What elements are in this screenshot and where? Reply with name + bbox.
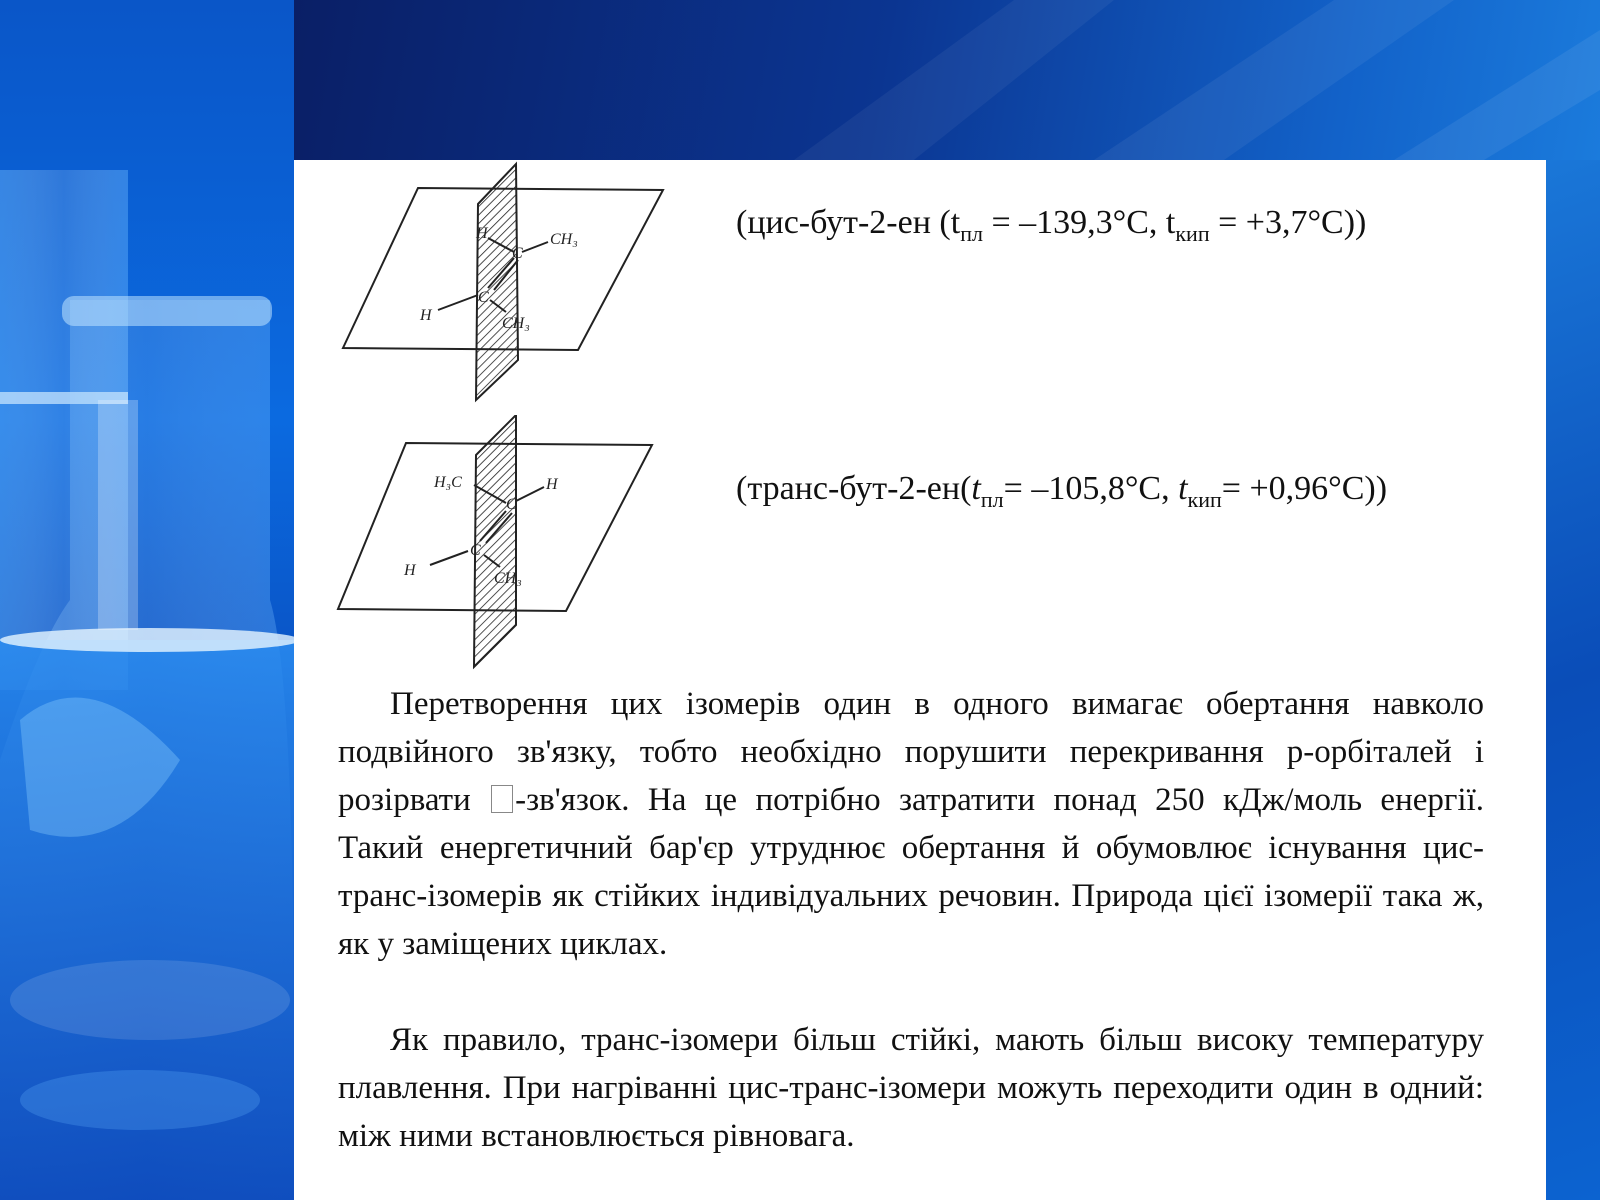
paragraph-trans-stability: Як правило, транс-ізомери більш стійкі, мають більш високу температуру плавлення. При нагріванні цис-транс-ізомери можуть переходити один в одний: між ними встановлюється рівновага. [338, 1022, 1484, 1154]
atom-label: H [546, 476, 558, 493]
paragraph-text: Перетворення цих ізомерів один в одного вимагає обертання навколо подвійного зв'язку, тобто необхідно порушити перекривання p-орбіталей і розірвати [338, 686, 1484, 818]
caption-text: = –105,8°C, [1003, 470, 1179, 507]
trans-butene-caption [736, 470, 1387, 513]
header-band [294, 0, 1600, 160]
caption-text: = –139,3°C, t [982, 204, 1176, 241]
atom-label: C [506, 496, 517, 513]
cis-butene-diagram [338, 160, 668, 405]
caption-variable: t [971, 470, 981, 507]
paragraph-isomer-conversion [338, 680, 1484, 968]
atom-label: CH₃ [550, 231, 578, 248]
atom-label: H₃C [434, 474, 462, 491]
caption-variable: t [1178, 470, 1188, 507]
atom-label: C [512, 245, 523, 262]
flask-background-photo [0, 0, 294, 1200]
atom-label: C [470, 542, 481, 559]
atom-label: CH₃ [502, 315, 530, 332]
cis-butene-caption [736, 204, 1366, 247]
subscript-melting: пл [960, 220, 983, 246]
caption-text: = +3,7°C)) [1209, 204, 1367, 241]
caption-text: (цис-бут-2-ен (t [736, 204, 961, 241]
header-decoration [294, 0, 1600, 160]
atom-label: H [420, 307, 432, 324]
right-decorative-strip [1546, 160, 1600, 1200]
caption-text: = +0,96°C)) [1221, 470, 1388, 507]
subscript-melting: пл [980, 486, 1004, 512]
subscript-boiling: кип [1175, 220, 1210, 246]
caption-text: (транс-бут-2-ен( [736, 470, 972, 507]
subscript-boiling: кип [1187, 486, 1222, 512]
vertical-plane [476, 164, 518, 400]
missing-glyph-box [491, 785, 513, 813]
atom-label: C [478, 289, 489, 306]
trans-butene-diagram [334, 415, 664, 670]
atom-label: CH₃ [494, 570, 522, 587]
atom-label: H [476, 225, 488, 242]
atom-label: H [404, 562, 416, 579]
paragraph-text: -зв'язок. На це потрібно затратити понад 250 кДж/моль енергії. Такий енергетичний бар'єр утруднює обертання й обумовлює існування цис-транс-ізомерів як стійких індивідуальних речовин. Природа цієї ізомерії така ж, як у заміщених циклах. [338, 782, 1484, 962]
flask-illustration [0, 0, 294, 1200]
